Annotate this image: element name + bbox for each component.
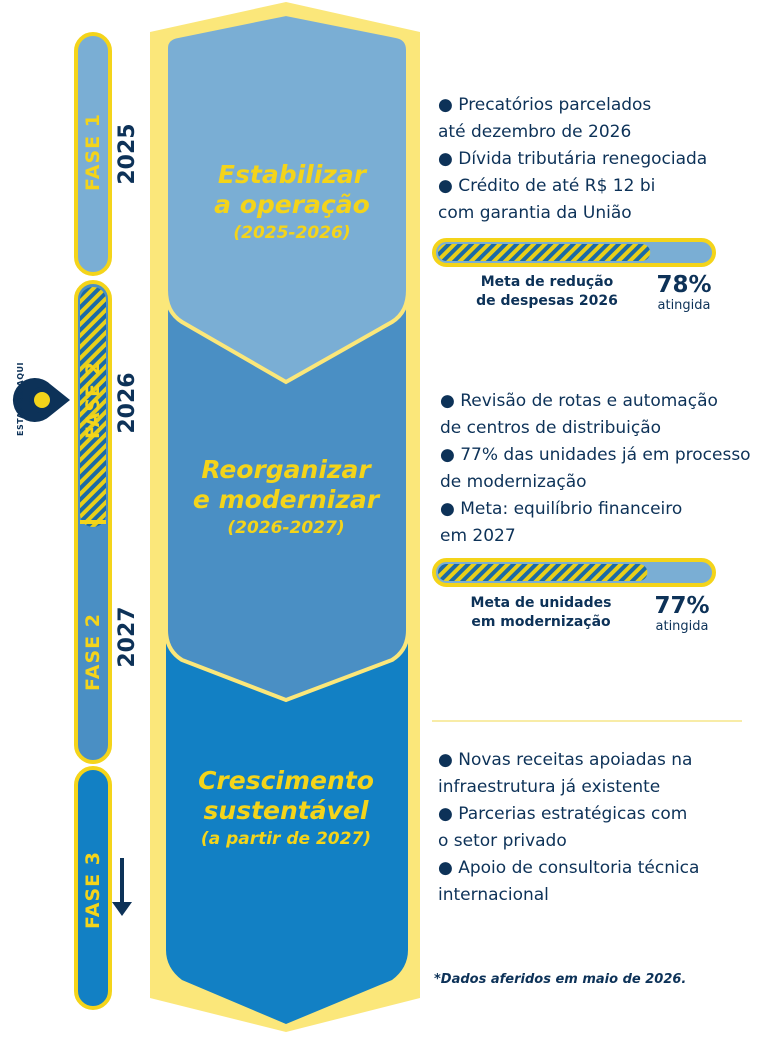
metric-1-percent: 78%: [656, 272, 712, 298]
list-item: de modernização: [440, 472, 587, 492]
list-item: com garantia da União: [438, 203, 632, 223]
stage-2-title: [166, 455, 406, 541]
stage-2-title-line2: e modernizar: [192, 485, 380, 514]
list-item: ● Novas receitas apoiadas na: [438, 750, 693, 770]
phase-1-label: FASE 1: [82, 113, 104, 192]
list-item: ● 77% das unidades já em processo: [440, 445, 751, 465]
list-item: até dezembro de 2026: [438, 122, 632, 142]
stage-3-title-line1: Crescimento: [198, 766, 374, 795]
list-item: em 2027: [440, 526, 516, 546]
stage-1-title-line1: Estabilizar: [217, 160, 367, 189]
stage-1-title-line2: a operação: [214, 190, 370, 219]
progress-fill-2: [438, 564, 647, 581]
metric-1-sub: atingida: [657, 298, 711, 313]
list-item: o setor privado: [438, 831, 567, 851]
stage-2-bullets: [440, 388, 767, 550]
stage-2-period: (2026-2027): [227, 518, 345, 538]
metric-1-label-line1: Meta de redução: [480, 274, 614, 290]
list-item: ● Revisão de rotas e automação: [440, 391, 718, 411]
list-item: infraestrutura já existente: [438, 777, 661, 797]
metric-2-label-line1: Meta de unidades: [470, 595, 612, 611]
stage-3-title-line2: sustentável: [203, 796, 369, 825]
year-2026: 2026: [115, 372, 140, 434]
metric-2-label-line2: em modernização: [471, 614, 611, 630]
metric-2-label: [456, 594, 626, 632]
phase-2-label: FASE 2: [82, 361, 104, 440]
footnote: *Dados aferidos em maio de 2026.: [434, 972, 687, 987]
stage-3-period: (a partir de 2027): [200, 829, 372, 849]
list-item: ● Precatórios parcelados: [438, 95, 652, 115]
stage-2-title-line1: Reorganizar: [201, 455, 371, 484]
phase-2b-label: FASE 2: [82, 613, 104, 692]
list-item: ● Parcerias estratégicas com: [438, 804, 688, 824]
year-2025: 2025: [115, 123, 140, 185]
list-item: de centros de distribuição: [440, 418, 662, 438]
phase-3-label: FASE 3: [82, 851, 104, 930]
list-item: ● Apoio de consultoria técnica: [438, 858, 700, 878]
metric-2-value: [642, 593, 722, 635]
year-2027: 2027: [115, 606, 140, 668]
stage-3-bullets: [438, 747, 767, 909]
stage-1-bullets: [438, 92, 767, 227]
stage-1-title: [172, 160, 412, 246]
metric-2-sub: atingida: [655, 619, 709, 634]
list-item: ● Meta: equilíbrio financeiro: [440, 499, 683, 519]
you-are-here-label: ESTAMOS AQUI: [16, 361, 25, 437]
arrow-down-icon: [112, 858, 132, 916]
stage-1-period: (2025-2026): [233, 223, 351, 243]
metric-1-value: [644, 272, 724, 314]
list-item: ● Dívida tributária renegociada: [438, 149, 708, 169]
progress-fill-1: [438, 244, 650, 261]
stage-3-title: [166, 766, 406, 852]
list-item: internacional: [438, 885, 549, 905]
metric-1-label: [462, 273, 632, 311]
metric-1-label-line2: de despesas 2026: [476, 293, 618, 309]
list-item: ● Crédito de até R$ 12 bi: [438, 176, 656, 196]
metric-2-percent: 77%: [654, 593, 710, 619]
